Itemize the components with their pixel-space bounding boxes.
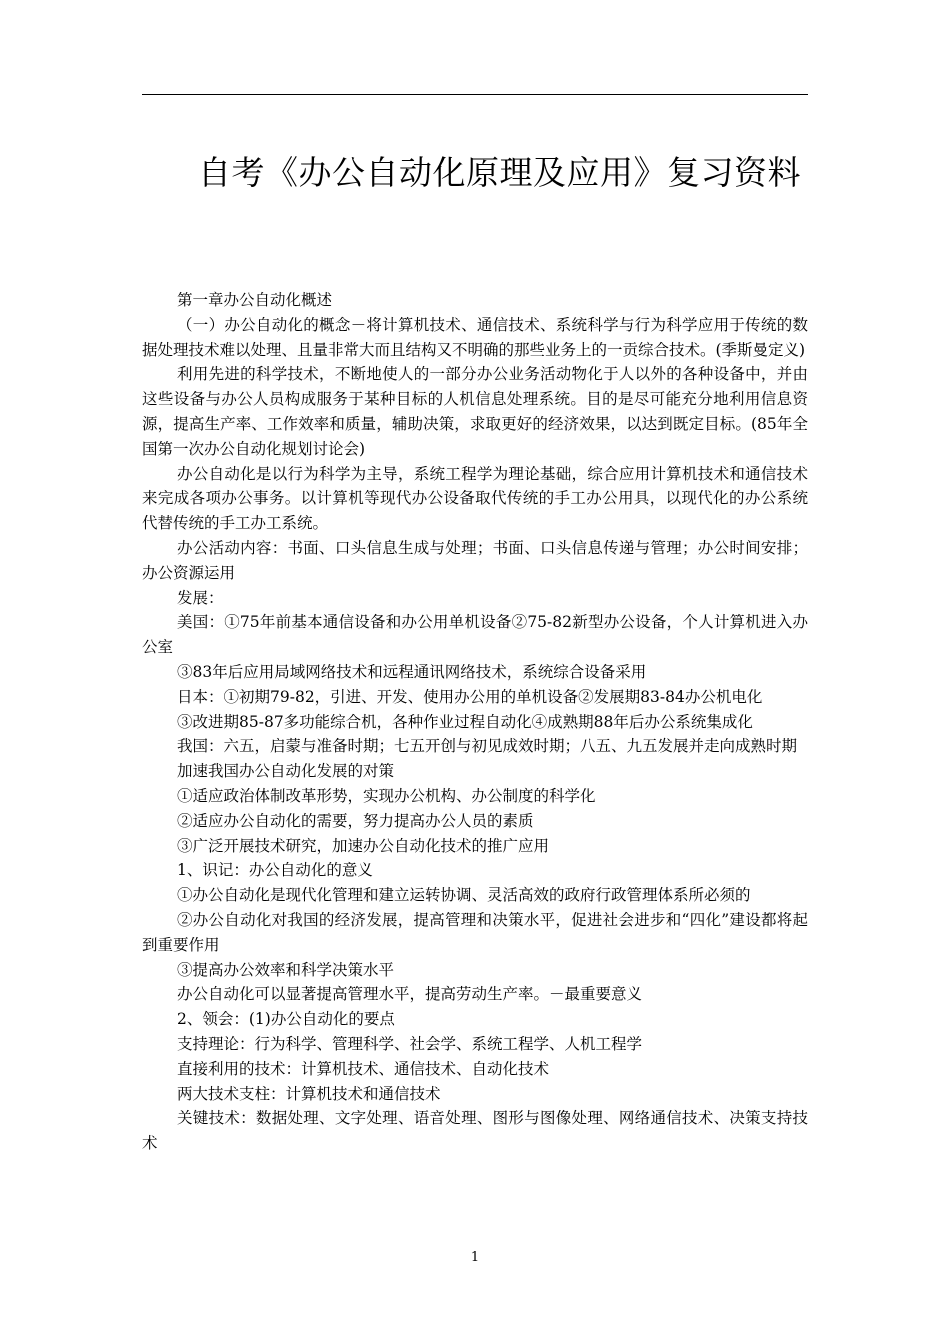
paragraph-japan-1: 日本：①初期79-82，引进、开发、使用办公用的单机设备②发展期83-84办公机电化 bbox=[177, 687, 763, 706]
list-item: ①适应政治体制改革形势，实现办公机构、办公制度的科学化 bbox=[177, 786, 596, 805]
paragraph-china: 我国：六五，启蒙与准备时期；七五开创与初见成效时期；八五、九五发展并走向成熟时期 bbox=[177, 737, 798, 756]
section-heading-significance: 1、识记：办公自动化的意义 bbox=[177, 861, 373, 880]
paragraph-oa-concept: （一）办公自动化的概念－将计算机技术、通信技术、系统科学与行为科学应用于传统的数据处理技术难以处理、且量非常大而且结构又不明确的那些业务上的一贡综合技术。(季斯曼定义) bbox=[142, 315, 808, 359]
paragraph-office-activities: 办公活动内容：书面、口头信息生成与处理；书面、口头信息传递与管理；办公时间安排；办公资源运用 bbox=[142, 538, 808, 582]
chapter-heading: 第一章办公自动化概述 bbox=[177, 291, 333, 309]
list-item: ③提高办公效率和科学决策水平 bbox=[177, 960, 395, 979]
paragraph-support-theory: 支持理论：行为科学、管理科学、社会学、系统工程学、人机工程学 bbox=[177, 1034, 643, 1053]
header-rule bbox=[142, 94, 808, 95]
paragraph-most-important: 办公自动化可以显著提高管理水平，提高劳动生产率。－最重要意义 bbox=[177, 985, 643, 1004]
paragraph-two-pillars: 两大技术支柱：计算机技术和通信技术 bbox=[177, 1084, 441, 1103]
paragraph-usa-1: 美国：①75年前基本通信设备和办公用单机设备②75-82新型办公设备，个人计算机进入办公室 bbox=[142, 613, 808, 657]
list-item: ①办公自动化是现代化管理和建立运转协调、灵活高效的政府行政管理体系所必须的 bbox=[177, 886, 751, 905]
document-title: 自考《办公自动化原理及应用》复习资料 bbox=[198, 153, 801, 192]
section-heading-key-points: 2、领会：(1)办公自动化的要点 bbox=[177, 1010, 395, 1029]
paragraph-oa-behavioral: 办公自动化是以行为科学为主导，系统工程学为理论基础，综合应用计算机技术和通信技术来完成各项办公事务。以计算机等现代办公设备取代传统的手工办公用具，以现代化的办公系统代替传统的手工办工系统。 bbox=[142, 464, 808, 533]
document-body bbox=[142, 288, 808, 1156]
list-item: ②适应办公自动化的需要，努力提高办公人员的素质 bbox=[177, 811, 534, 830]
paragraph-development-heading: 发展： bbox=[177, 588, 224, 607]
paragraph-usa-2: ③83年后应用局域网络技术和远程通讯网络技术，系统综合设备采用 bbox=[177, 662, 647, 681]
paragraph-direct-tech: 直接利用的技术：计算机技术、通信技术、自动化技术 bbox=[177, 1059, 550, 1078]
page-number: 1 bbox=[470, 1250, 480, 1265]
list-item: ③广泛开展技术研究，加速办公自动化技术的推广应用 bbox=[177, 836, 550, 855]
paragraph-definition-85: 利用先进的科学技术，不断地使人的一部分办公业务活动物化于人以外的各种设备中，并由这些设备与办公人员构成服务于某种目标的人机信息处理系统。目的是尽可能充分地利用信息资源，提高生产率、工作效率和质量，辅助决策，求取更好的经济效果，以达到既定目标。(85年全国第一次办公自动化规划讨论会) bbox=[142, 365, 808, 458]
paragraph-japan-2: ③改进期85-87多功能综合机，各种作业过程自动化④成熟期88年后办公系统集成化 bbox=[177, 712, 753, 731]
list-item: ②办公自动化对我国的经济发展，提高管理和决策水平，促进社会进步和“四化”建设都将起到重要作用 bbox=[142, 910, 808, 954]
paragraph-countermeasures-heading: 加速我国办公自动化发展的对策 bbox=[177, 762, 395, 781]
paragraph-key-tech: 关键技术：数据处理、文字处理、语音处理、图形与图像处理、网络通信技术、决策支持技术 bbox=[142, 1109, 808, 1153]
